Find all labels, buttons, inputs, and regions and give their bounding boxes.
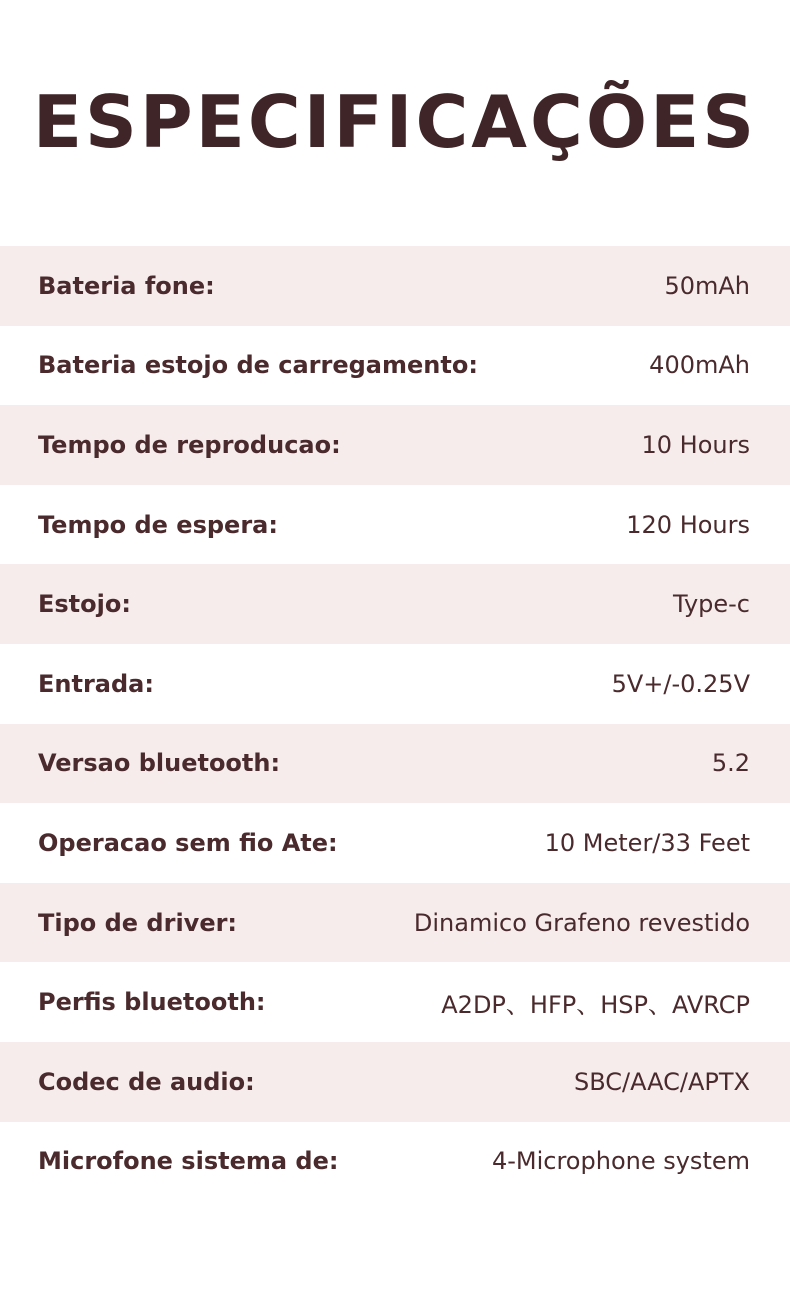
spec-row-bateria-estojo — [0, 326, 790, 406]
spec-label: Entrada: — [38, 669, 154, 698]
spec-label: Tipo de driver: — [38, 908, 238, 937]
spec-row-tempo-reproducao — [0, 405, 790, 485]
spec-row-entrada — [0, 644, 790, 724]
spec-value: 10 Hours — [641, 430, 750, 459]
spec-row-bateria-fone — [0, 246, 790, 326]
spec-row-tipo-driver — [0, 883, 790, 963]
spec-label: Microfone sistema de: — [38, 1147, 339, 1176]
spec-value: 10 Meter/33 Feet — [544, 828, 750, 857]
spec-table — [0, 246, 790, 1201]
spec-value: 5.2 — [711, 749, 750, 778]
spec-row-tempo-espera — [0, 485, 790, 565]
spec-value: 120 Hours — [626, 510, 750, 539]
spec-row-codec-audio — [0, 1042, 790, 1122]
spec-label: Tempo de espera: — [38, 510, 278, 539]
spec-value: 4-Microphone system — [491, 1147, 750, 1176]
spec-row-microfone — [0, 1122, 790, 1202]
spec-label: Versao bluetooth: — [38, 749, 281, 778]
spec-value: SBC/AAC/APTX — [573, 1067, 750, 1096]
page-title: ESPECIFICAÇÕES — [32, 80, 758, 164]
spec-value: Dinamico Grafeno revestido — [413, 908, 750, 937]
spec-label: Estojo: — [38, 590, 131, 619]
spec-label: Bateria estojo de carregamento: — [38, 351, 478, 380]
spec-row-versao-bluetooth — [0, 724, 790, 804]
spec-value: 400mAh — [649, 351, 750, 380]
spec-label: Bateria fone: — [38, 271, 215, 300]
spec-label: Tempo de reproducao: — [38, 430, 341, 459]
spec-value: A2DP、HFP、HSP、AVRCP — [441, 990, 750, 1019]
spec-row-operacao-sem-fio — [0, 803, 790, 883]
spec-label: Codec de audio: — [38, 1067, 255, 1096]
spec-value: 5V+/-0.25V — [611, 669, 750, 698]
spec-value: 50mAh — [664, 271, 750, 300]
spec-label: Operacao sem fio Ate: — [38, 828, 338, 857]
spec-row-estojo — [0, 564, 790, 644]
spec-row-perfis-bluetooth — [0, 962, 790, 1042]
spec-value: Type-c — [673, 590, 750, 619]
spec-label: Perfis bluetooth: — [38, 988, 266, 1017]
